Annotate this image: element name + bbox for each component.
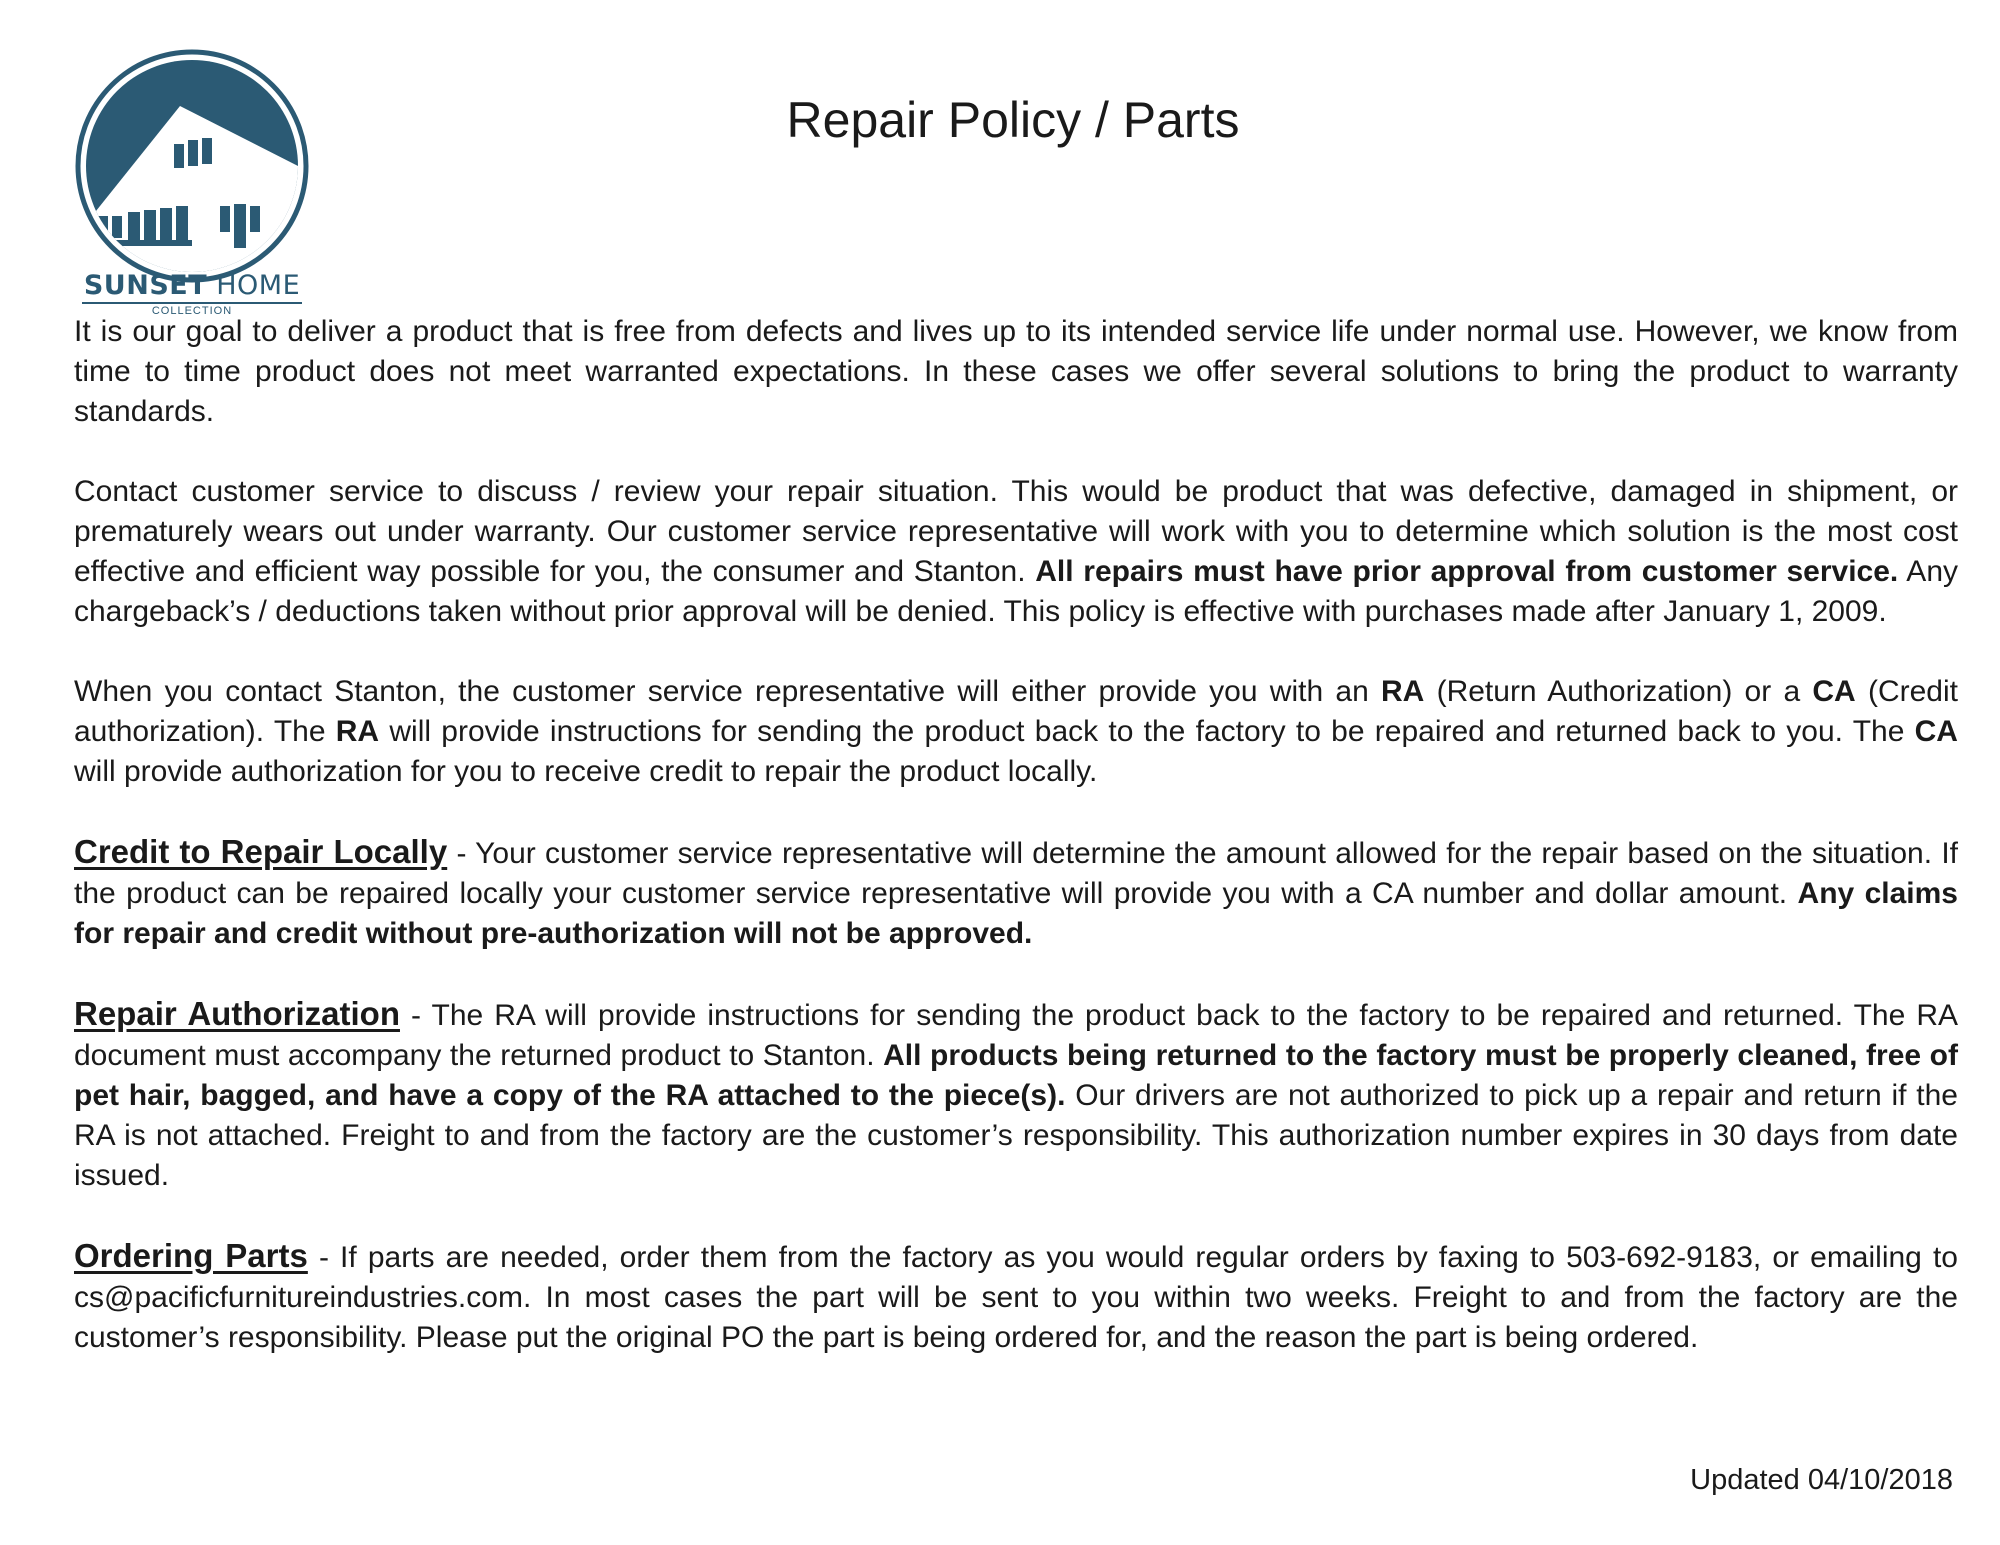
prior-approval-notice: All repairs must have prior approval from customer service. — [1035, 555, 1899, 588]
house-icon — [72, 46, 312, 286]
logo-subtitle: COLLECTION — [82, 302, 302, 318]
contact-paragraph: Contact customer service to discuss / review your repair situation. This would be product that was defective, damaged in shipment, or prematurely wears out under warranty. Our customer service representative will work with you to determine which solution is the most cost effective and efficient way possible for you, the consumer and Stanton. All repairs must have prior approval from customer service. Any chargeback’s / deductions taken without prior approval will be denied. This policy is effective with purchases made after January 1, 2009. — [74, 475, 1958, 628]
logo-brand-text: SUNSET HOME — [83, 270, 301, 301]
returned-products-notice: All products being returned to the factory must be properly cleaned, free of pet hair, bagged, and have a copy of the RA attached to the piece(s). — [74, 1039, 1958, 1112]
credit-repair-heading: Credit to Repair Locally — [74, 833, 448, 870]
updated-date: Updated 04/10/2018 — [1690, 1464, 1953, 1496]
policy-body — [74, 312, 1958, 1358]
intro-paragraph: It is our goal to deliver a product that is free from defects and lives up to its intended service life under normal use. However, we know from time to time product does not meet warranted expectations. In these cases we offer several solutions to bring the product to warranty standards. — [74, 315, 1958, 428]
credit-repair-paragraph: Credit to Repair Locally - Your customer service representative will determine the amount allowed for the repair based on the situation. If the product can be repaired locally your customer service representative will provide you with a CA number and dollar amount. Any claims for repair and credit without pre-authorization will not be approved. — [74, 833, 1958, 950]
sunset-home-logo — [72, 46, 312, 317]
repair-authorization-heading: Repair Authorization — [74, 995, 400, 1032]
page-title: Repair Policy / Parts — [786, 92, 1240, 148]
ordering-parts-heading: Ordering Parts — [74, 1237, 308, 1274]
pre-authorization-notice: Any claims for repair and credit without pre-authorization will not be approved. — [74, 877, 1958, 950]
repair-authorization-paragraph: Repair Authorization - The RA will provide instructions for sending the product back to the factory to be repaired and returned. The RA document must accompany the returned product to Stanton. All products being returned to the factory must be properly cleaned, free of pet hair, bagged, and have a copy of the RA attached to the piece(s). Our drivers are not authorized to pick up a repair and return if the RA is not attached. Freight to and from the factory are the customer’s responsibility. This authorization number expires in 30 days from date issued. — [74, 995, 1958, 1192]
authorization-paragraph: When you contact Stanton, the customer service representative will either provide you with an RA (Return Authorization) or a CA (Credit authorization). The RA will provide instructions for sending the product back to the factory to be repaired and returned back to you. The CA will provide authorization for you to receive credit to repair the product locally. — [74, 675, 1958, 788]
ordering-parts-paragraph: Ordering Parts - If parts are needed, order them from the factory as you would regular orders by faxing to 503-692-9183, or emailing to cs@pacificfurnitureindustries.com. In most cases the part will be sent to you within two weeks. Freight to and from the factory are the customer’s responsibility. Please put the original PO the part is being ordered for, and the reason the part is being ordered. — [74, 1237, 1958, 1354]
